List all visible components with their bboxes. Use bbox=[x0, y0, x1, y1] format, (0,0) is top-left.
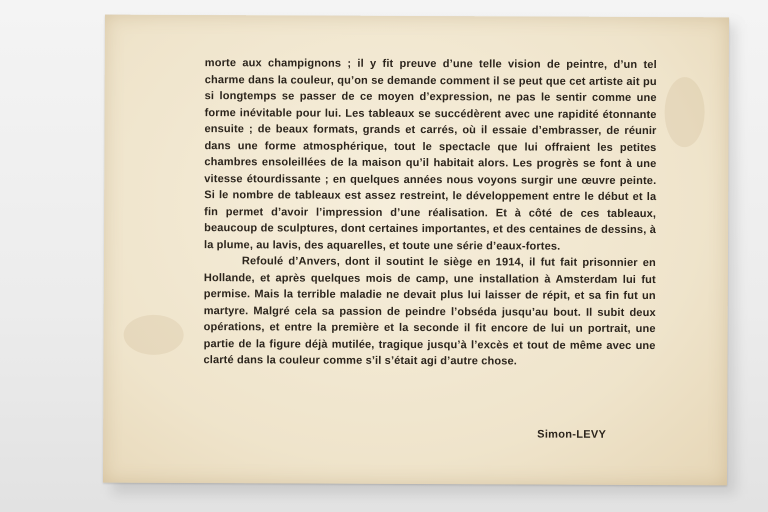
paper-stain bbox=[124, 315, 184, 355]
body-text bbox=[203, 55, 656, 370]
paragraph-2: Refoulé d’Anvers, dont il soutint le siège en 1914, il fut fait prisonnier en Hollande, et après quelques mois de camp, une installation à Amsterdam lui fut permise. Mais la terrible maladie ne devait plus lui laisser de répit, et sa fin fut un martyre. Malgré cela sa passion de peindre l’obséda jusqu’au bout. Il subit deux opérations, et entre la première et la seconde il fit encore de lui un portrait, une partie de la figure déjà mutilée, tragique jusqu’à l’excès et tout de même avec une clarté dans la couleur comme s’il s’était agi d’autre chose. bbox=[203, 255, 656, 368]
paper-stain bbox=[664, 77, 704, 147]
author-signature: Simon-LEVY bbox=[537, 428, 607, 441]
paragraph-1: morte aux champignons ; il y fit preuve d’une telle vision de peintre, d’un tel charme dans la couleur, qu’on se demande comment il se peut que cet artiste ait pu si longtemps se passer de ce moyen d’expression, ne pas le sentir comme une forme inévitable pour lui. Les tableaux se succédèrent avec une rapidité étonnante ensuite ; de beaux formats, grands et carrés, où il essaie d’embrasser, de réunir dans une forme atmosphérique, tout le spectacle que lui offraient les petites chambres ensoleillées de la maison qu’il habitait alors. Les progrès se font à une vitesse étourdissante ; en quelques années nous voyons surgir une œuvre peinte. Si le nombre de tableaux est assez restreint, le développement entre le début et la fin permet d’avoir l’impression d’une réalisation. Et à côté de ces tableaux, beaucoup de sculptures, dont certaines importantes, et des centaines de dessins, à la plume, au lavis, des aquarelles, et toute une série d’eaux-fortes. bbox=[203, 57, 657, 253]
printed-card bbox=[103, 15, 729, 486]
